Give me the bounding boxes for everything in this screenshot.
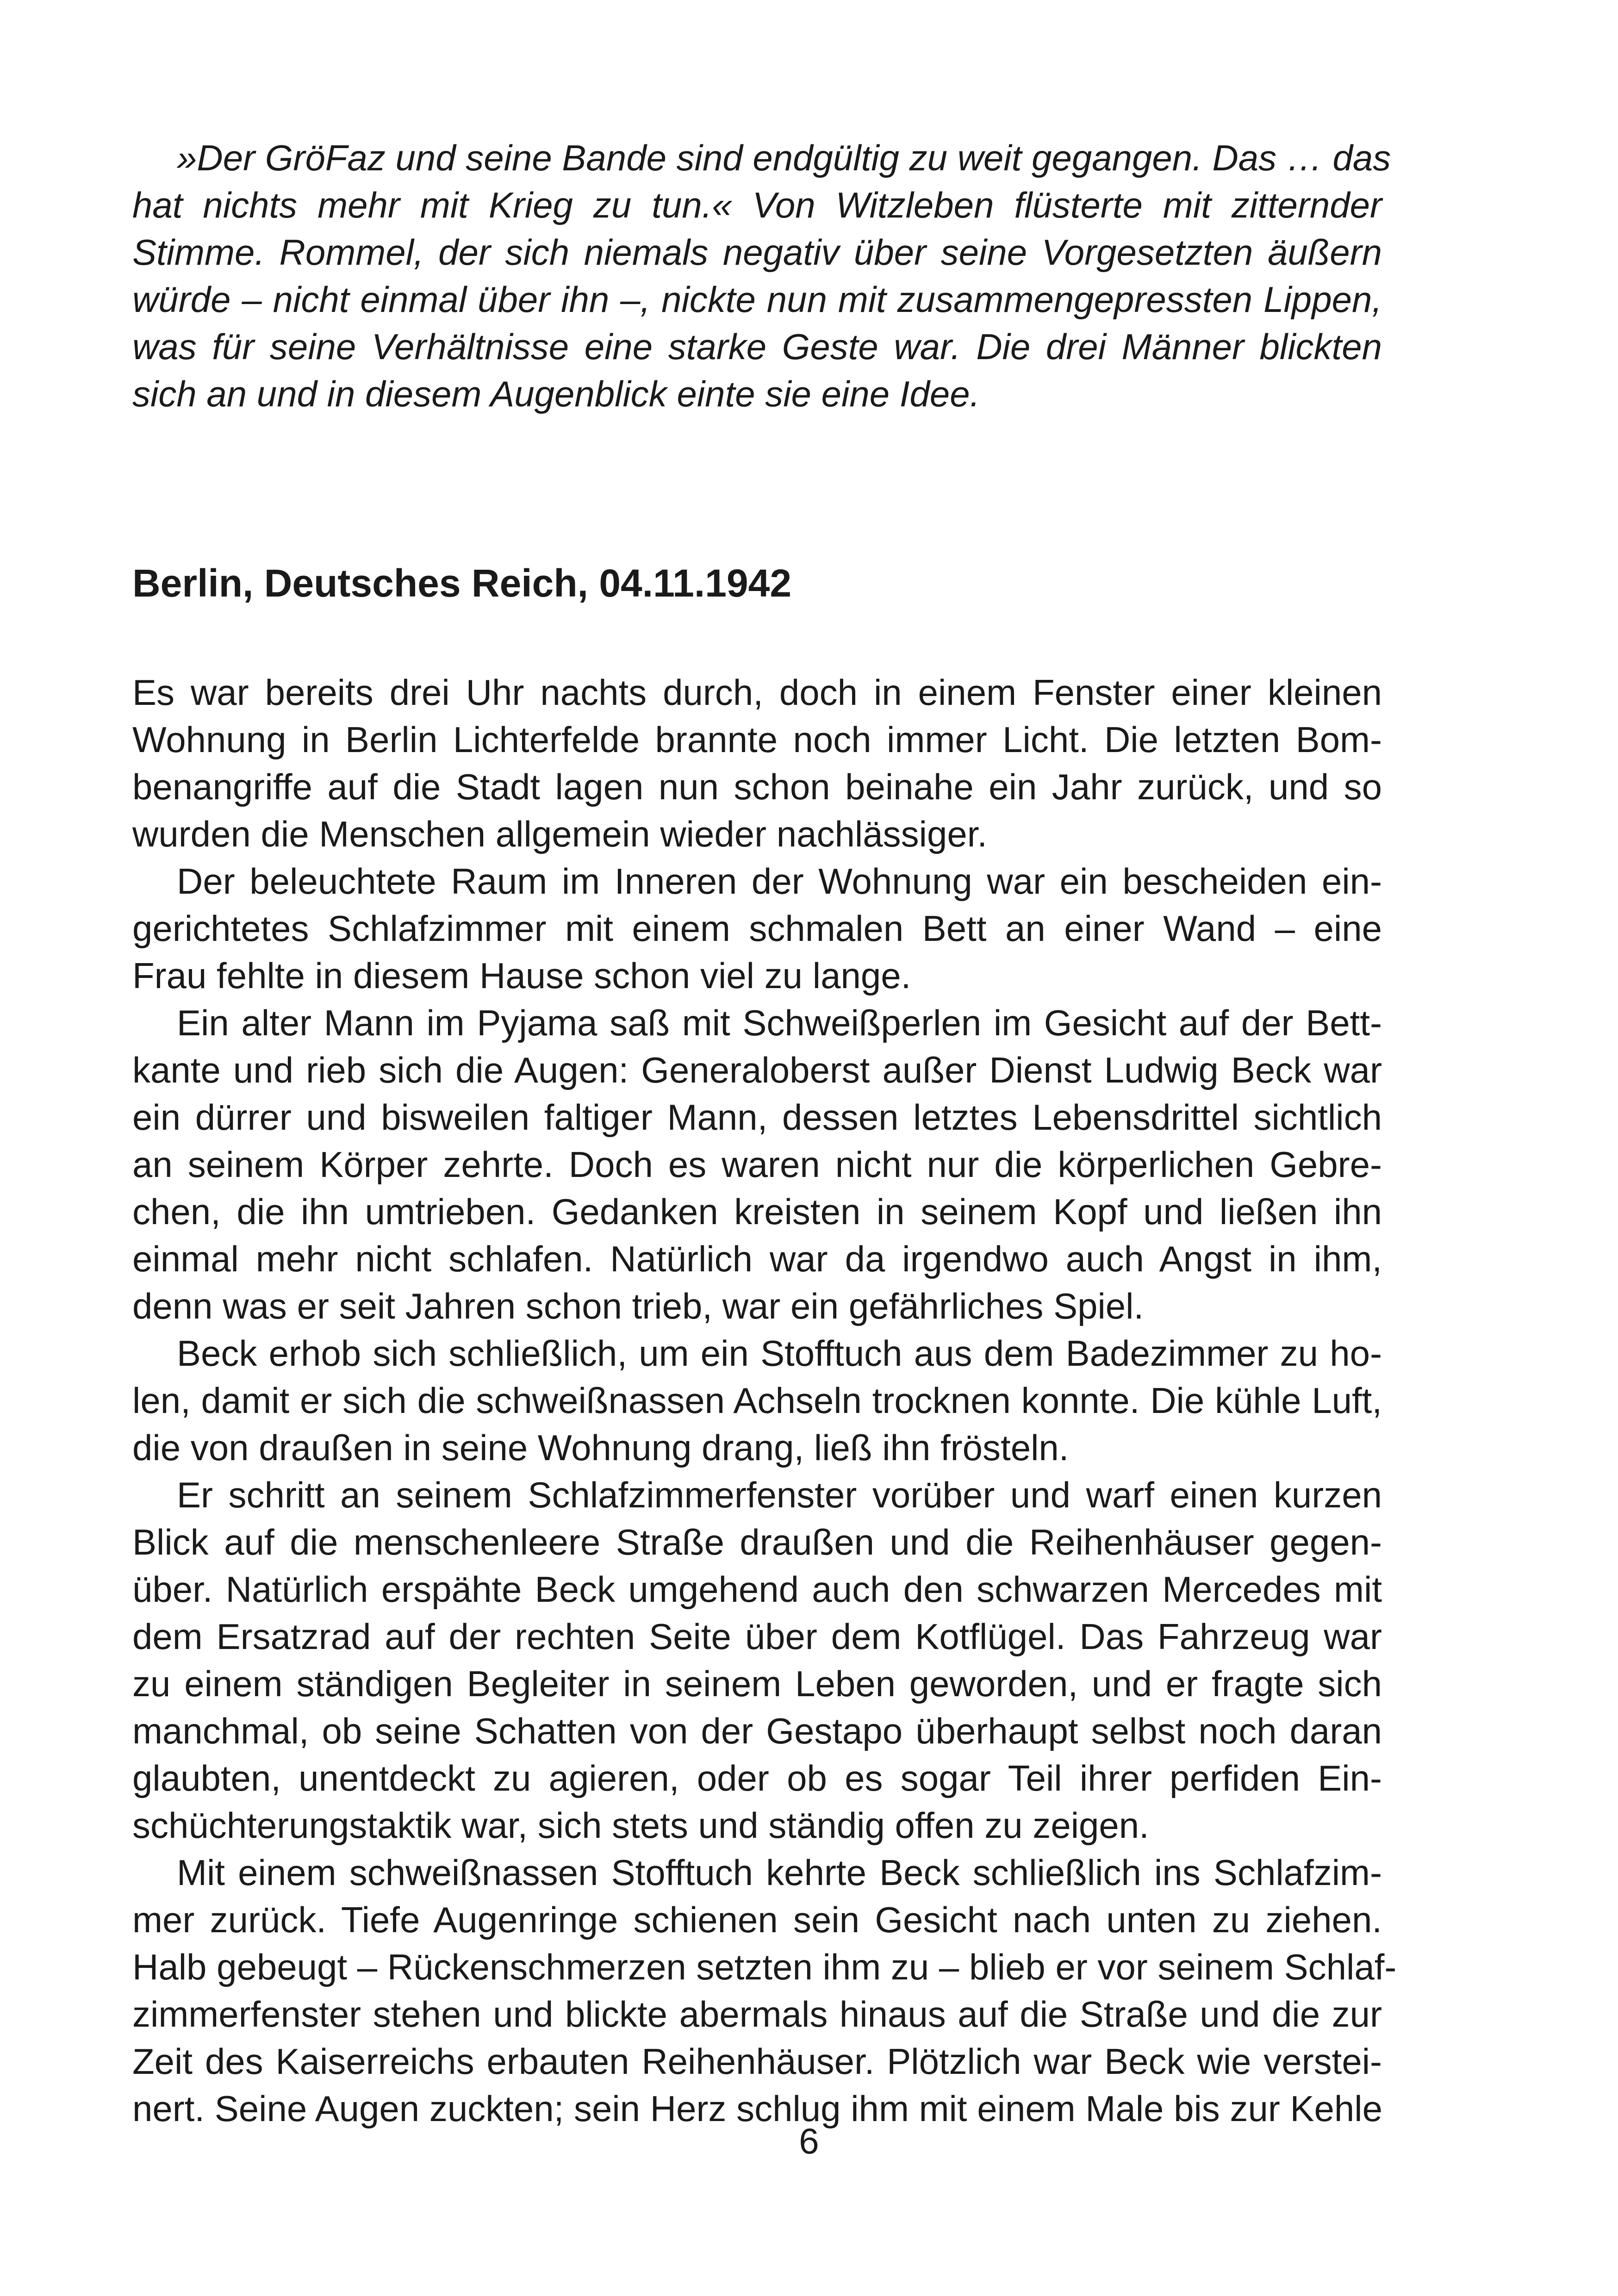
body-line: gerichtetes Schlafzimmer mit einem schmalen Bett an einer Wand – eine xyxy=(132,908,1382,949)
quote-line: würde – nicht einmal über ihn –, nickte nun mit zusammengepressten Lippen, xyxy=(132,279,1382,320)
body-line: Halb gebeugt – Rückenschmerzen setzten ihm zu – blieb er vor seinem Schlaf- xyxy=(132,1947,1397,1987)
body-line: Blick auf die menschenleere Straße draußen und die Reihenhäuser gegen- xyxy=(132,1522,1382,1562)
quote-line: hat nichts mehr mit Krieg zu tun.« Von Witzleben flüsterte mit zitternder xyxy=(132,185,1382,225)
body-line: denn was er seit Jahren schon trieb, war ein gefährliches Spiel. xyxy=(132,1286,1144,1326)
body-line: glaubten, unentdeckt zu agieren, oder ob es sogar Teil ihrer perfiden Ein- xyxy=(132,1758,1382,1798)
body-line: Wohnung in Berlin Lichterfelde brannte noch immer Licht. Die letzten Bom- xyxy=(132,719,1382,760)
body-line: Frau fehlte in diesem Hause schon viel zu lange. xyxy=(132,955,911,996)
body-line: die von draußen in seine Wohnung drang, ließ ihn frösteln. xyxy=(132,1427,1069,1468)
body-line: dem Ersatzrad auf der rechten Seite über dem Kotflügel. Das Fahrzeug war xyxy=(132,1616,1382,1657)
section-heading: Berlin, Deutsches Reich, 04.11.1942 xyxy=(132,561,792,605)
body-line: benangriffe auf die Stadt lagen nun schon beinahe ein Jahr zurück, und so xyxy=(132,766,1382,807)
quote-line: »Der GröFaz und seine Bande sind endgültig zu weit gegangen. Das … das xyxy=(177,137,1391,178)
quote-line: Stimme. Rommel, der sich niemals negativ über seine Vorgesetzten äußern xyxy=(132,232,1382,273)
body-line: schüchterungstaktik war, sich stets und ständig offen zu zeigen. xyxy=(132,1805,1149,1846)
body-line: über. Natürlich erspähte Beck umgehend auch den schwarzen Mercedes mit xyxy=(132,1569,1382,1610)
body-line: nert. Seine Augen zuckten; sein Herz schlug ihm mit einem Male bis zur Kehle xyxy=(132,2088,1382,2129)
quote-line: was für seine Verhältnisse eine starke Geste war. Die drei Männer blickten xyxy=(132,326,1382,367)
body-line: wurden die Menschen allgemein wieder nachlässiger. xyxy=(132,814,988,854)
quote-line: sich an und in diesem Augenblick einte sie eine Idee. xyxy=(132,373,980,414)
body-line: an seinem Körper zehrte. Doch es waren nicht nur die körperlichen Gebre- xyxy=(132,1144,1382,1185)
body-line: kante und rieb sich die Augen: Generaloberst außer Dienst Ludwig Beck war xyxy=(132,1050,1382,1090)
body-line: Der beleuchtete Raum im Inneren der Wohnung war ein bescheiden ein- xyxy=(177,861,1382,902)
body-line: zimmerfenster stehen und blickte abermals hinaus auf die Straße und die zur xyxy=(132,1994,1382,2035)
body-line: ein dürrer und bisweilen faltiger Mann, dessen letztes Lebensdrittel sichtlich xyxy=(132,1097,1382,1138)
body-line: Mit einem schweißnassen Stofftuch kehrte Beck schließlich ins Schlafzim- xyxy=(177,1852,1382,1893)
body-line: Beck erhob sich schließlich, um ein Stofftuch aus dem Badezimmer zu ho- xyxy=(177,1333,1382,1374)
body-line: Er schritt an seinem Schlafzimmerfenster vorüber und warf einen kurzen xyxy=(177,1475,1382,1515)
body-line: zu einem ständigen Begleiter in seinem Leben geworden, und er fragte sich xyxy=(132,1663,1382,1704)
body-line: len, damit er sich die schweißnassen Achseln trocknen konnte. Die kühle Luft, xyxy=(132,1380,1382,1421)
quote-paragraph xyxy=(132,134,1391,417)
body-line: mer zurück. Tiefe Augenringe schienen sein Gesicht nach unten zu ziehen. xyxy=(132,1899,1382,1940)
body-line: Es war bereits drei Uhr nachts durch, doch in einem Fenster einer kleinen xyxy=(132,672,1382,713)
body-line: Ein alter Mann im Pyjama saß mit Schweißperlen im Gesicht auf der Bett- xyxy=(177,1002,1382,1043)
body-line: einmal mehr nicht schlafen. Natürlich war da irgendwo auch Angst in ihm, xyxy=(132,1238,1382,1279)
body-line: manchmal, ob seine Schatten von der Gestapo überhaupt selbst noch daran xyxy=(132,1711,1382,1751)
body-line: chen, die ihn umtrieben. Gedanken kreisten in seinem Kopf und ließen ihn xyxy=(132,1191,1382,1232)
body-text xyxy=(132,669,1397,2132)
body-line: Zeit des Kaiserreichs erbauten Reihenhäuser. Plötzlich war Beck wie verstei- xyxy=(132,2041,1382,2082)
page-number: 6 xyxy=(799,2121,819,2161)
